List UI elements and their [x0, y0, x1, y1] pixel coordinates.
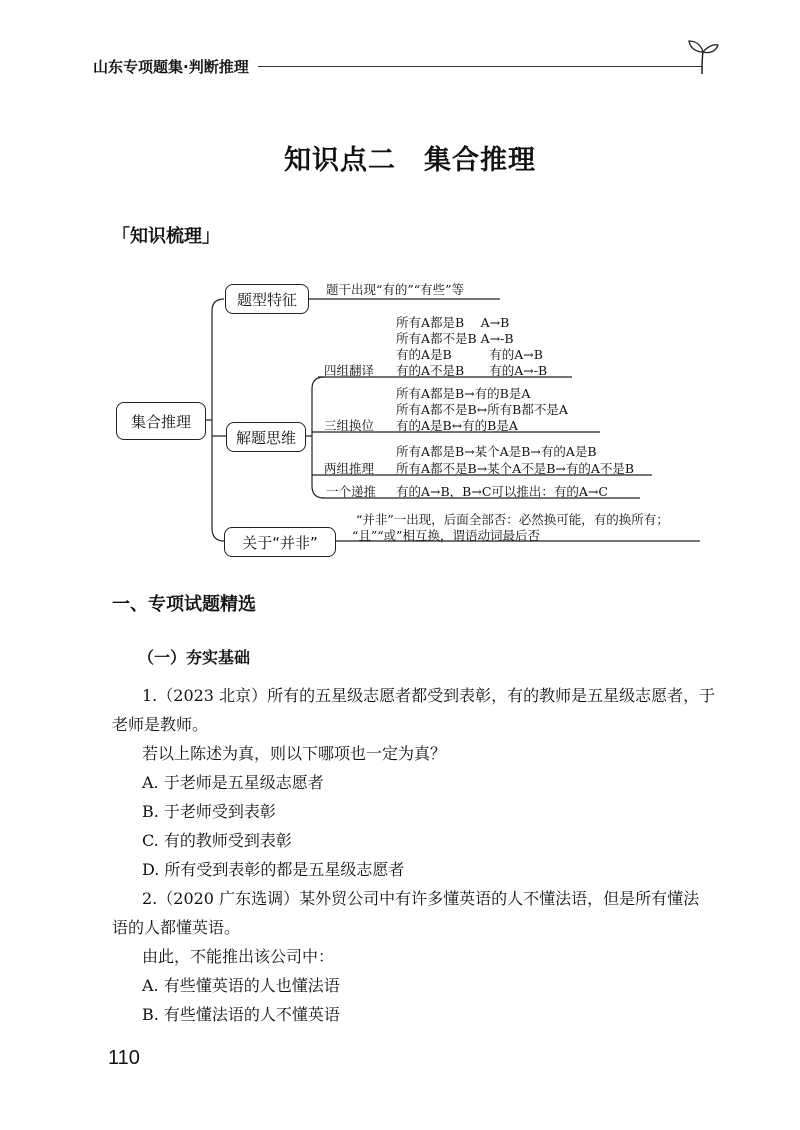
bingfei-line: “并非”一出现，后面全部否：必然换可能，有的换所有；	[356, 512, 669, 527]
feature-desc: 题干出现“有的”“有些”等	[326, 282, 465, 297]
question-2-option-a: A. 有些懂英语的人也懂法语	[142, 976, 340, 995]
one-transitive-label: 一个递推	[326, 484, 377, 499]
three-swap-line: 所有A都不是B↔所有B都不是A	[396, 402, 568, 417]
three-swap-label: 三组换位	[324, 418, 375, 433]
subsection-heading: （一）夯实基础	[138, 648, 251, 667]
section-tag: 「知识梳理」	[112, 226, 220, 247]
three-swap-line: 所有A都是B→有的B是A	[396, 386, 531, 401]
question-1-text-cont: 老师是教师。	[112, 715, 209, 734]
branch-bingfei-label: 关于“并非”	[242, 533, 318, 552]
four-translation-line: 所有A都是B A→B	[396, 315, 510, 330]
two-reasoning-line: 所有A都不是B→某个A不是B→有的A不是B	[396, 461, 635, 476]
mindmap-branch-feature	[225, 284, 309, 314]
question-1-option-a: A. 于老师是五星级志愿者	[142, 773, 324, 792]
mindmap-root	[116, 402, 206, 440]
mindmap-branch-method	[226, 422, 306, 452]
question-1-option-d: D. 所有受到表彰的都是五星级志愿者	[142, 860, 405, 879]
four-translation-line: 所有A都不是B A→-B	[396, 331, 514, 346]
section-heading: 一、专项试题精选	[112, 594, 256, 615]
four-translation-line: 有的A不是B 有的A→-B	[396, 363, 548, 378]
mindmap-root-label: 集合推理	[130, 412, 191, 431]
question-1-text: 1.（2023 北京）所有的五星级志愿者都受到表彰，有的教师是五星级志愿者，于	[142, 686, 716, 705]
branch-method-label: 解题思维	[235, 428, 296, 447]
question-2-option-b: B. 有些懂法语的人不懂英语	[142, 1005, 340, 1024]
question-1-option-c: C. 有的教师受到表彰	[142, 831, 292, 850]
question-1-prompt: 若以上陈述为真，则以下哪项也一定为真？	[142, 744, 447, 763]
two-reasoning-line: 所有A都是B→某个A是B→有的A是B	[396, 444, 597, 459]
two-reasoning-label: 两组推理	[324, 461, 375, 476]
question-1-option-b: B. 于老师受到表彰	[142, 802, 276, 821]
mindmap-branch-bingfei	[224, 527, 336, 557]
one-transitive-line: 有的A→B，B→C可以推出：有的A→C	[396, 484, 608, 499]
bingfei-line: “且”“或”相互换，谓语动词最后否	[352, 528, 541, 543]
question-2-text-cont: 语的人都懂英语。	[112, 918, 241, 937]
question-2-prompt: 由此，不能推出该公司中：	[142, 947, 335, 966]
four-translation-line: 有的A是B 有的A→B	[396, 347, 543, 362]
page-title: 知识点二 集合推理	[284, 145, 536, 176]
running-header-title: 山东专项题集·判断推理	[93, 58, 249, 76]
question-2-text: 2.（2020 广东选调）某外贸公司中有许多懂英语的人不懂法语，但是所有懂法	[142, 889, 700, 908]
branch-feature-label: 题型特征	[236, 290, 297, 309]
three-swap-line: 有的A是B↔有的B是A	[396, 418, 518, 433]
four-translation-label: 四组翻译	[324, 363, 375, 378]
page-number: 110	[108, 1047, 140, 1069]
